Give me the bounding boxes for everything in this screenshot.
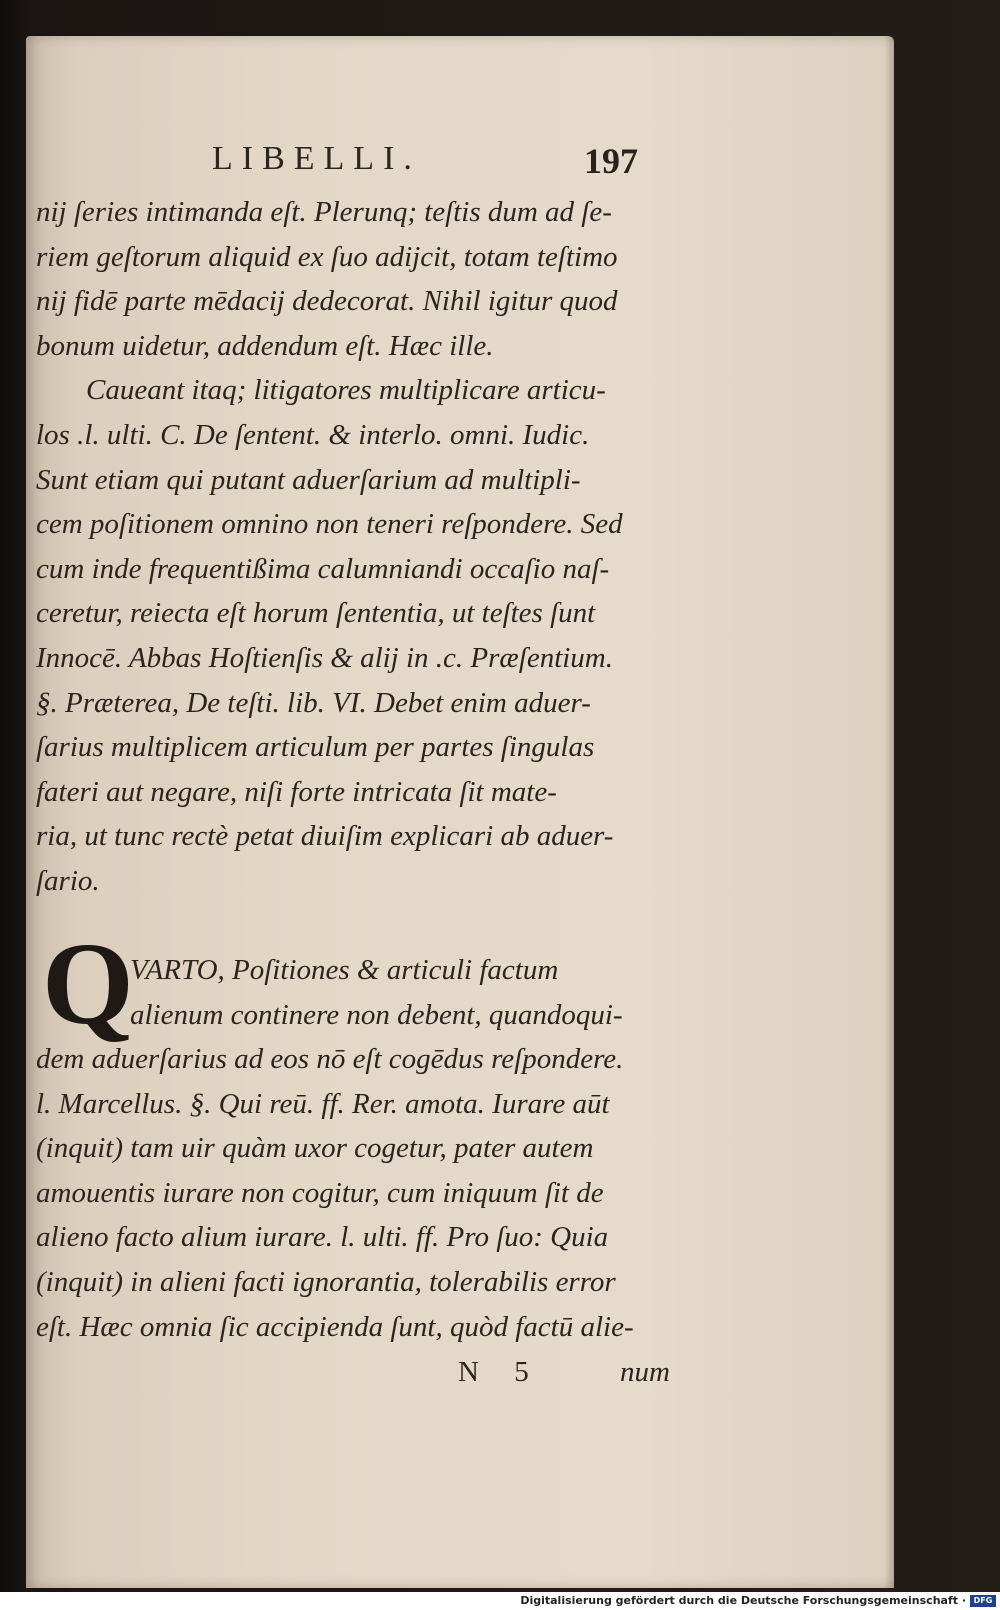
running-head-title: LIBELLI. — [212, 140, 421, 177]
text-line: dem aduerſarius ad eos nō eſt cogēdus reſpondere. — [36, 1043, 624, 1075]
text-line: alienum continere non debent, quandoqui- — [130, 998, 623, 1031]
text-block-lower — [36, 1037, 686, 1349]
text-line: Sunt etiam qui putant aduerſarium ad multipli- — [36, 463, 581, 496]
text-line: l. Marcellus. §. Qui reū. ff. Rer. amota. Iurare aūt — [36, 1087, 610, 1120]
text-line: cem poſitionem omnino non teneri reſpondere. Sed — [36, 508, 623, 541]
drop-cap-initial: Q — [42, 918, 134, 1049]
text-line: amouentis iurare non cogitur, cum iniquum ſit de — [36, 1176, 604, 1209]
text-line: bonum uidetur, addendum eſt. Hæc ille. — [36, 329, 494, 362]
text-line: (inquit) tam uir quàm uxor cogetur, pater autem — [36, 1132, 594, 1165]
text-line: ceretur, reiecta eſt horum ſententia, ut teſtes ſunt — [36, 597, 596, 630]
text-line: nij fidē parte mēdacij dedecorat. Nihil igitur quod — [36, 285, 618, 318]
text-line: cum inde frequentißima calumniandi occaſio naſ- — [36, 552, 610, 585]
text-line: §. Præterea, De teſti. lib. VI. Debet enim aduer- — [36, 686, 591, 719]
text-block-beside-initial — [130, 948, 690, 1037]
running-head — [26, 132, 894, 192]
text-line: nij ſeries intimanda eſt. Plerunq; teſtis dum ad ſe- — [36, 196, 612, 228]
funding-credit: Digitalisierung gefördert durch die Deutsche Forschungsgemeinschaft · — [520, 1594, 966, 1607]
text-line: ſarius multiplicem articulum per partes ſingulas — [36, 731, 595, 764]
catchword: num — [620, 1356, 670, 1388]
text-line: alieno facto alium iurare. l. ulti. ff. Pro ſuo: Quia — [36, 1221, 609, 1254]
text-line: fateri aut negare, niſi forte intricata ſit mate- — [36, 775, 557, 808]
catchword-line — [26, 1352, 894, 1396]
page-number: 197 — [584, 141, 638, 181]
text-line: ria, ut tunc rectè petat diuiſim explicari ab aduer- — [36, 820, 614, 853]
text-line: ſario. — [36, 864, 100, 897]
text-block-main — [36, 190, 686, 904]
book-page — [26, 36, 894, 1588]
text-line: Caueant itaq; litigatores multiplicare articu- — [86, 374, 606, 407]
text-line: riem geſtorum aliquid ex ſuo adijcit, totam teſtimo — [36, 240, 618, 273]
text-line: eſt. Hæc omnia ſic accipienda ſunt, quòd factū alie- — [36, 1310, 634, 1343]
text-line: VARTO, Poſitiones & articuli factum — [130, 954, 559, 986]
signature-mark: N 5 — [458, 1356, 543, 1388]
dfg-logo-icon: DFG — [970, 1595, 996, 1607]
text-line: los .l. ulti. C. De ſentent. & interlo. omni. Iudic. — [36, 418, 590, 451]
text-line: (inquit) in alieni facti ignorantia, tolerabilis error — [36, 1265, 616, 1298]
digitization-footer — [0, 1592, 1000, 1610]
text-line: Innocē. Abbas Hoſtienſis & alij in .c. Præſentium. — [36, 641, 613, 674]
